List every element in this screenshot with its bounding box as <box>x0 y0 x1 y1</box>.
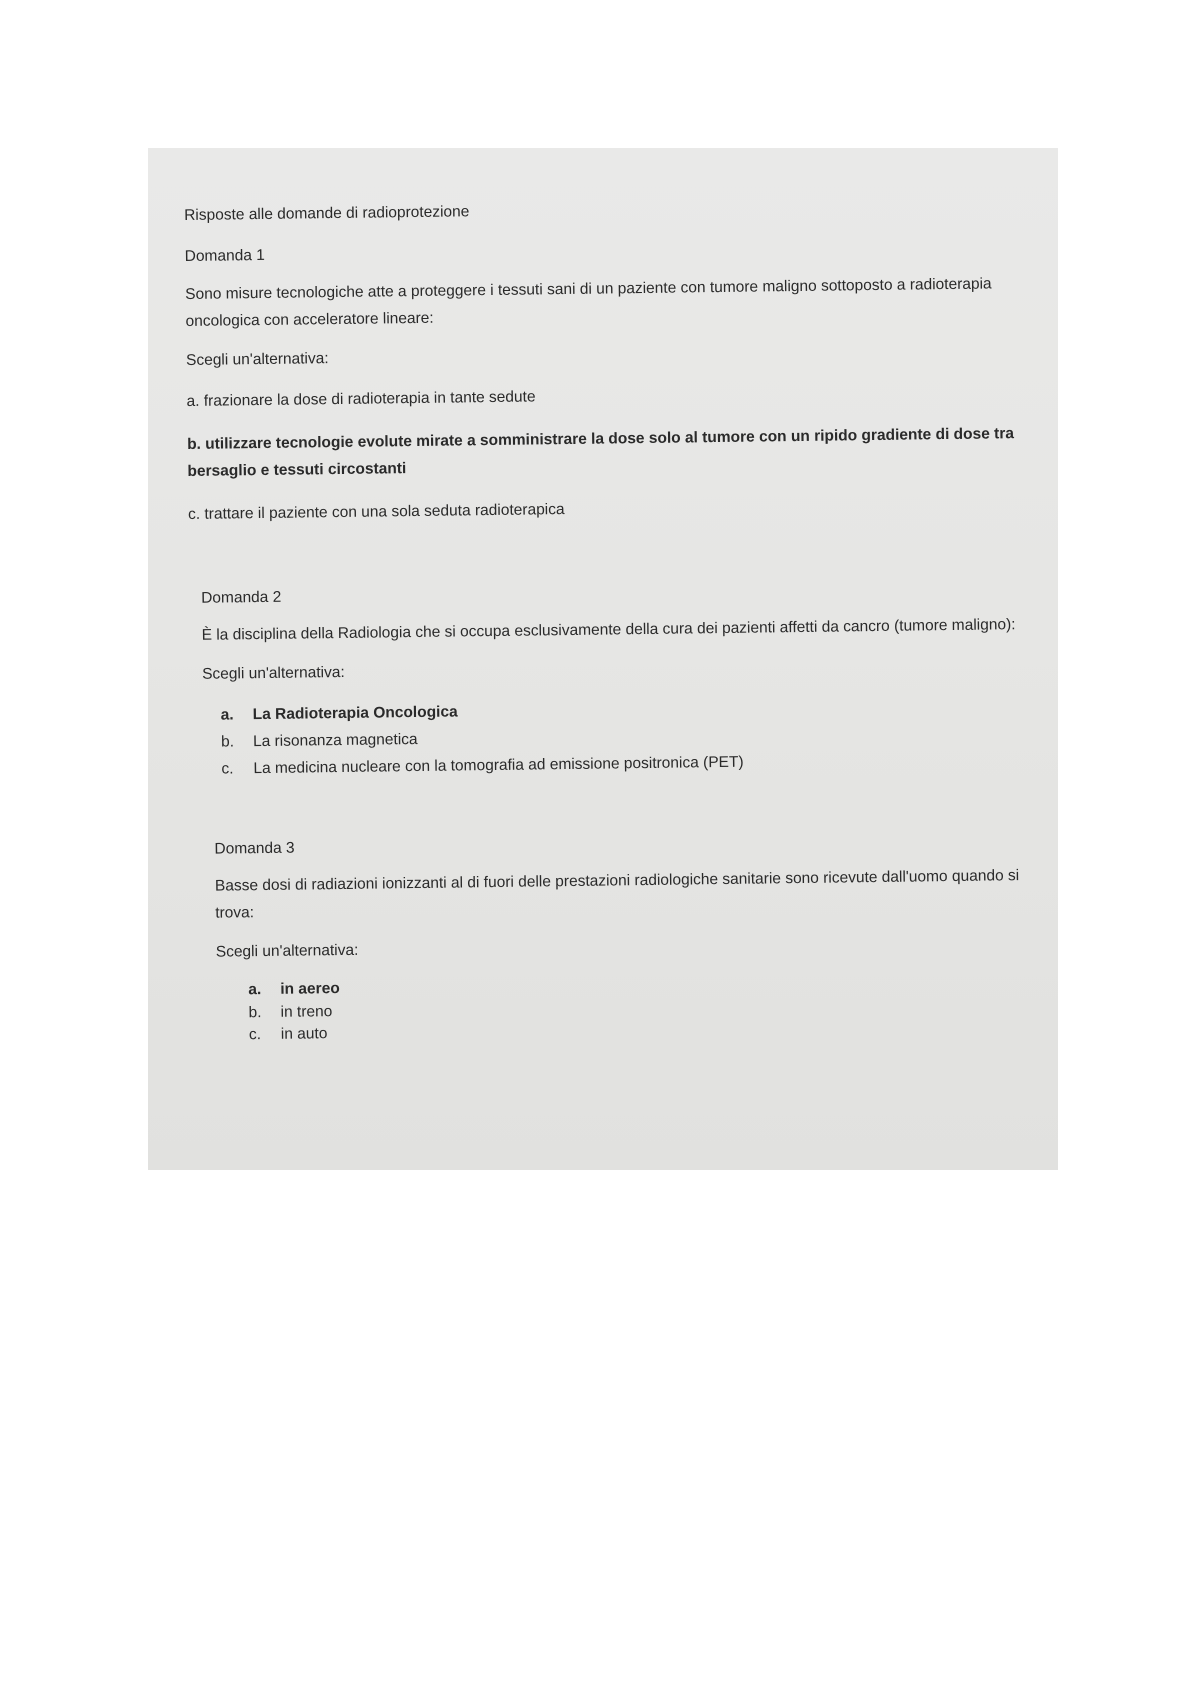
question-2-prompt: Scegli un'alternativa: <box>202 663 345 683</box>
document-title: Risposte alle domande di radioprotezione <box>184 203 470 224</box>
option-letter: a. <box>248 981 262 999</box>
option-text: La risonanza magnetica <box>252 731 418 751</box>
question-3-options <box>248 969 1035 1047</box>
document-sheet <box>184 193 1035 1048</box>
option-letter: c. <box>248 1026 262 1044</box>
document-photo <box>148 148 1058 1170</box>
question-1-option-b: b. utilizzare tecnologie evolute mirate a somministrare la dose solo al tumore con un ripido gradiente di dose tra bersaglio e tessuti circostanti <box>187 425 1015 481</box>
option-text: in aereo <box>280 980 340 999</box>
option-letter: b. <box>248 1003 262 1021</box>
question-1-text: Sono misure tecnologiche atte a proteggere i tessuti sani di un paziente con tumore maligno sottoposto a radioterapia oncologica con acceleratore lineare: <box>185 274 992 330</box>
question-2-heading: Domanda 2 <box>201 588 282 607</box>
question-1-option-a: a. frazionare la dose di radioterapia in tante sedute <box>186 388 536 410</box>
option-text: in treno <box>280 1002 333 1021</box>
question-2-text: È la disciplina della Radiologia che si occupa esclusivamente della cura dei pazienti affetti da cancro (tumore maligno): <box>201 615 1016 644</box>
question-1-prompt: Scegli un'alternativa: <box>185 349 329 369</box>
option-text: La medicina nucleare con la tomografia ad emissione positronica (PET) <box>253 754 744 778</box>
question-1 <box>185 234 1029 528</box>
question-3 <box>214 826 1035 1047</box>
question-2 <box>201 575 1032 783</box>
option-letter: c. <box>221 760 234 778</box>
option-letter: a. <box>220 706 234 724</box>
question-3-prompt: Scegli un'alternativa: <box>215 941 359 961</box>
option-text: in auto <box>280 1025 328 1043</box>
question-2-options <box>221 691 1032 783</box>
option-letter: b. <box>220 733 235 751</box>
question-1-heading: Domanda 1 <box>184 247 265 266</box>
question-3-text: Basse dosi di radiazioni ionizzanti al di fuori delle prestazioni radiologiche sanitarie sono ricevute dall'uomo quando si trova: <box>214 866 1020 922</box>
question-3-heading: Domanda 3 <box>214 839 295 858</box>
option-text: La Radioterapia Oncologica <box>252 703 458 724</box>
question-1-option-c: c. trattare il paziente con una sola seduta radioterapica <box>187 501 565 524</box>
